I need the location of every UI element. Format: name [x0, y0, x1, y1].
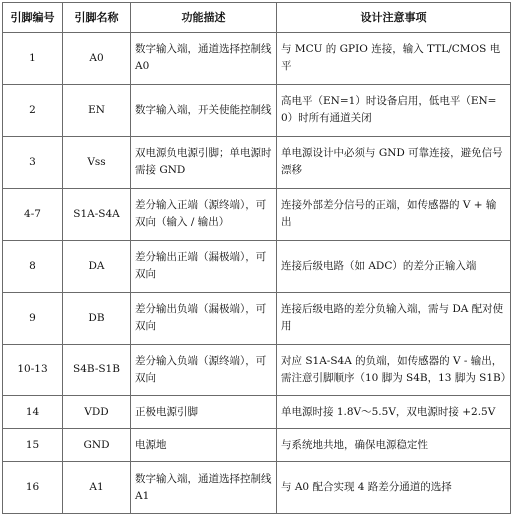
pin-note: 单电源设计中必须与 GND 可靠连接，避免信号漂移	[277, 136, 511, 188]
pin-table	[2, 2, 511, 514]
table-row	[3, 188, 511, 240]
table-row	[3, 240, 511, 292]
header-design-notes: 设计注意事项	[277, 3, 511, 33]
pin-number: 10-13	[3, 344, 63, 396]
pin-note: 单电源时接 1.8V～5.5V，双电源时接 +2.5V	[277, 396, 511, 429]
pin-name: DB	[63, 292, 131, 344]
pin-note: 与 MCU 的 GPIO 连接，输入 TTL/CMOS 电平	[277, 33, 511, 85]
pin-number: 2	[3, 84, 63, 136]
pin-number: 9	[3, 292, 63, 344]
pin-name: VDD	[63, 396, 131, 429]
pin-note: 与系统地共地，确保电源稳定性	[277, 429, 511, 462]
pin-function: 差分输入负端（源终端），可双向	[131, 344, 277, 396]
pin-name: S1A-S4A	[63, 188, 131, 240]
pin-name: EN	[63, 84, 131, 136]
pin-number: 3	[3, 136, 63, 188]
pin-function: 双电源负电源引脚；单电源时需接 GND	[131, 136, 277, 188]
pin-note: 连接后级电路的差分负输入端，需与 DA 配对使用	[277, 292, 511, 344]
table-row	[3, 292, 511, 344]
pin-function: 差分输出正端（漏极端），可双向	[131, 240, 277, 292]
pin-number: 1	[3, 33, 63, 85]
pin-number: 16	[3, 462, 63, 514]
pin-note: 高电平（EN=1）时设备启用，低电平（EN=0）时所有通道关闭	[277, 84, 511, 136]
pin-number: 8	[3, 240, 63, 292]
header-pin-number: 引脚编号	[3, 3, 63, 33]
table-row	[3, 429, 511, 462]
pin-function: 差分输出负端（漏极端），可双向	[131, 292, 277, 344]
pin-name: A1	[63, 462, 131, 514]
pin-number: 14	[3, 396, 63, 429]
pin-note: 连接外部差分信号的正端，如传感器的 V + 输出	[277, 188, 511, 240]
header-row	[3, 3, 511, 33]
table-row	[3, 33, 511, 85]
pin-function: 电源地	[131, 429, 277, 462]
table-row	[3, 84, 511, 136]
pin-note: 对应 S1A-S4A 的负端，如传感器的 V - 输出，需注意引脚顺序（10 脚为 S4B，13 脚为 S1B）	[277, 344, 511, 396]
pin-function: 差分输入正端（源终端），可双向（输入 / 输出）	[131, 188, 277, 240]
table-row	[3, 462, 511, 514]
pin-name: Vss	[63, 136, 131, 188]
table-row	[3, 344, 511, 396]
pin-name: GND	[63, 429, 131, 462]
pin-note: 与 A0 配合实现 4 路差分通道的选择	[277, 462, 511, 514]
pin-note: 连接后级电路（如 ADC）的差分正输入端	[277, 240, 511, 292]
header-pin-name: 引脚名称	[63, 3, 131, 33]
pin-function: 数字输入端，通道选择控制线 A0	[131, 33, 277, 85]
pin-number: 4-7	[3, 188, 63, 240]
pin-name: S4B-S1B	[63, 344, 131, 396]
table-row	[3, 136, 511, 188]
table-row	[3, 396, 511, 429]
pin-name: DA	[63, 240, 131, 292]
pin-function: 数字输入端，开关使能控制线	[131, 84, 277, 136]
pin-name: A0	[63, 33, 131, 85]
header-function: 功能描述	[131, 3, 277, 33]
pin-function: 数字输入端，通道选择控制线 A1	[131, 462, 277, 514]
pin-function: 正极电源引脚	[131, 396, 277, 429]
pin-number: 15	[3, 429, 63, 462]
